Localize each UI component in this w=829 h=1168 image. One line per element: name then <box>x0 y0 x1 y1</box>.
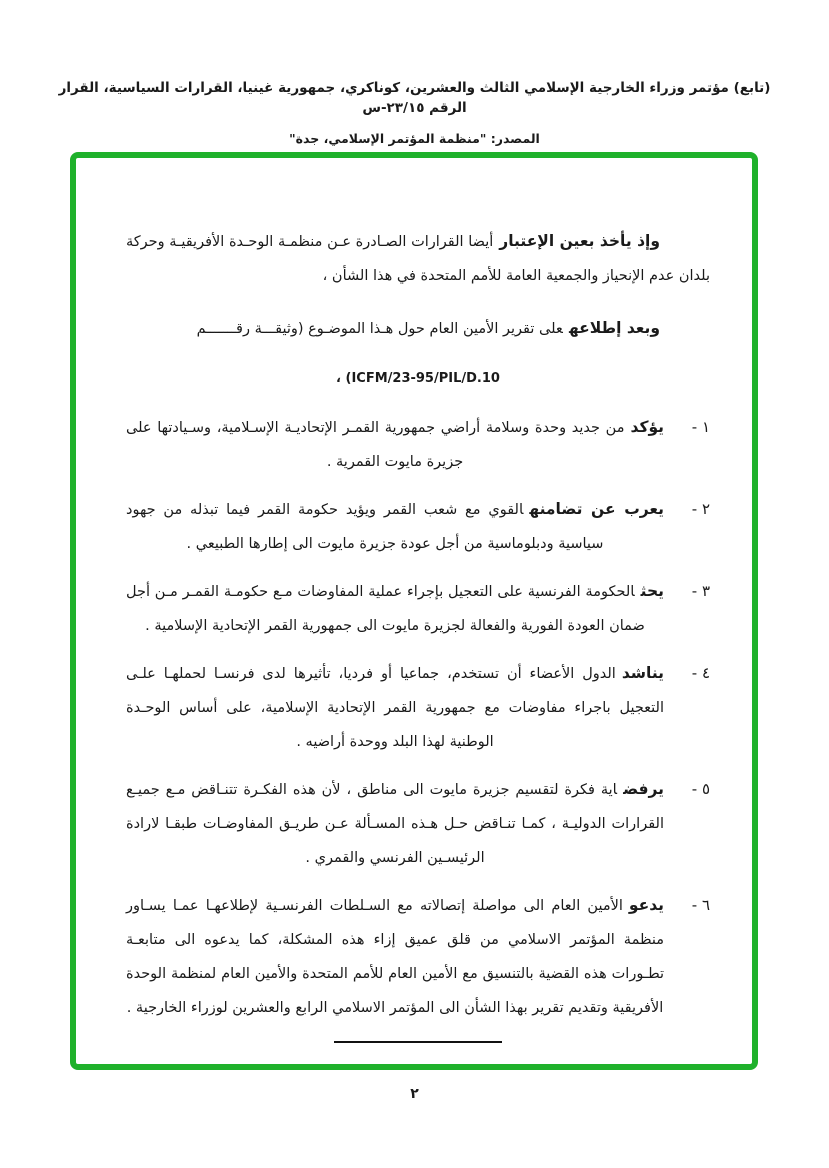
resolution-number: ١ - <box>691 418 710 436</box>
paragraph-lead-word: وبعد إطلاعه <box>568 319 660 337</box>
resolution-number: ٣ - <box>691 582 710 600</box>
source-value: "منظمة المؤتمر الإسلامي، جدة" <box>289 131 487 146</box>
resolution-item <box>126 888 710 1025</box>
preamble-section <box>126 224 710 394</box>
header-conference-line: (تابع) مؤتمر وزراء الخارجية الإسلامي الثالث والعشرين، كوناكري، جمهورية غينيا، القرارات السياسية، القرار الرقم ٢٣/١٥-س <box>58 80 771 116</box>
resolution-lead-word: يحث <box>640 582 664 600</box>
resolution-lead-word: يعرب عن تضامنه <box>529 500 664 518</box>
resolution-body: الأمين العام الى مواصلة إتصالاته مع السـلطات الفرنسـية لإطلاعهـا عمـا يسـاور منظمة المؤتمر الاسلامي من قلق عميق إزاء هذه المشكلة، كما يدعوه الى متابعـة تطـورات هذه القضية بالتنسيق مع الأمين العام للأمم المتحدة والأمين العام لمنظمة الوحدة الأفريقية وتقديم تقرير بهذا الشأن الى المؤتمر الاسلامي الرابع والعشرين لوزراء الخارجية . <box>126 898 664 1016</box>
resolution-text <box>126 492 664 561</box>
paragraph-text: أيضا القرارات الصـادرة عـن منظمـة الوحـدة الأفريقيـة وحركة بلدان عدم الإنحياز والجمعية العامة للأمم المتحدة في هذا الشأن ، <box>126 234 710 284</box>
resolution-lead-word: يدعو <box>628 896 664 914</box>
resolution-item <box>126 410 710 479</box>
resolution-body: الحكومة الفرنسية على التعجيل بإجراء عملية المفاوضات مـع حكومـة القمـر مـن أجل ضمان العودة الفورية والفعالة لجزيرة مايوت الى جمهورية القمر الإتحادية الإسلامية . <box>126 584 645 634</box>
paragraph-lead-word: وإذ يأخذ بعين الإعتبار <box>499 232 660 250</box>
resolution-item <box>126 574 710 643</box>
resolution-text <box>126 410 664 479</box>
resolution-number: ٦ - <box>691 896 710 914</box>
resolution-body: الدول الأعضاء أن تستخدم، جماعيا أو فرديا، تأثيرها لدى فرنسـا لحملهـا علـى التعجيل باجراء مفاوضات مع جمهورية القمر الإتحادية الإسلامية، على أساس الوحـدة الوطنية لهذا البلد ووحدة أراضيه . <box>126 666 664 750</box>
resolution-lead-word: يؤكد <box>630 418 664 436</box>
preamble-paragraph <box>126 224 710 293</box>
paragraph-text: على تقرير الأمين العام حول هـذا الموضـوع (وثيقـــة رقـــــــم <box>196 321 563 337</box>
document-header <box>55 78 774 148</box>
preamble-paragraph <box>126 311 710 346</box>
resolution-item <box>126 656 710 759</box>
document-reference-number: ، (ICFM/23-95/PIL/D.10 <box>336 371 500 386</box>
resolution-item <box>126 772 710 875</box>
resolution-text <box>126 772 664 875</box>
resolution-item <box>126 492 710 561</box>
resolutions-list <box>126 410 710 1025</box>
source-label: المصدر: <box>490 131 540 146</box>
resolution-text <box>126 574 664 643</box>
resolution-text <box>126 656 664 759</box>
resolution-number: ٢ - <box>691 500 710 518</box>
end-separator-rule <box>334 1041 502 1043</box>
resolution-text <box>126 888 664 1025</box>
resolution-number: ٤ - <box>691 664 710 682</box>
page-number: ٢ <box>410 1086 419 1102</box>
resolution-number: ٥ - <box>691 780 710 798</box>
green-border-frame <box>70 152 758 1070</box>
resolution-body: القوي مع شعب القمر ويؤيد حكومة القمر فيما تبذله من جهود سياسية ودبلوماسية من أجل عودة جزيرة مايوت الى إطارها الطبيعي . <box>126 502 604 552</box>
resolution-lead-word: يرفض <box>623 780 664 798</box>
resolution-lead-word: يناشد <box>621 664 664 682</box>
resolution-body: من جديد وحدة وسلامة أراضي جمهورية القمـر الإتحاديـة الإسـلامية، وسـيادتها على جزيرة مايوت القمرية . <box>126 420 625 470</box>
resolution-body: اية فكرة لتقسيم جزيرة مايوت الى مناطق ، لأن هذه الفكـرة تتنـاقض مـع جميـع القرارات الدوليـة ، كمـا تنـاقض حـل هـذه المسـألة عـن طريـق المفاوضـات طبقـا لارادة الرئيسـين الفرنسي والقمري . <box>126 782 664 866</box>
header-source-line <box>55 130 774 148</box>
